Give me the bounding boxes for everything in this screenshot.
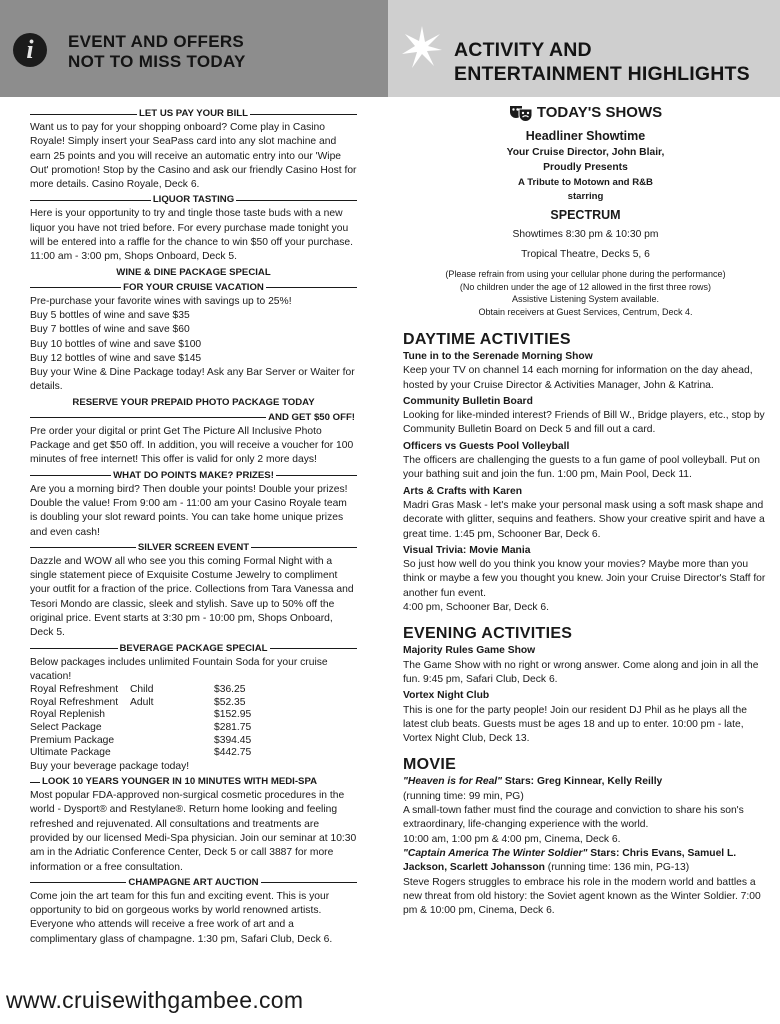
activity-desc: Madri Gras Mask - let's make your personal mask using a soft mask shape and decorate with glitter, sequins and feathers. Show your creative spirit and have a great time. 1:45 pm, Schooner Bar, Deck 6. bbox=[403, 499, 765, 540]
section-heading: WINE & DINE PACKAGE SPECIAL bbox=[116, 266, 271, 278]
left-header bbox=[0, 0, 388, 97]
show-line: Your Cruise Director, John Blair, bbox=[506, 147, 665, 158]
section-body: Come join the art team for this fun and exciting event. This is your opportunity to bid on gorgeous works by world renowned artists. Everyone who attends will receive a free work of art and a complimentary glass of champagne. 1:30 pm, Safari Club, Deck 6. bbox=[30, 890, 333, 945]
film-heading bbox=[403, 775, 768, 789]
section-body: Here is your opportunity to try and tingle those taste buds with a new liquor you have not tried before. For every purchase made tonight you will be entered into a raffle for the chance to win $50 off your purchase. 11:00 am - 3:00 pm, Shops Onboard, Deck 5. bbox=[30, 208, 354, 263]
activity-name: Majority Rules Game Show bbox=[403, 645, 536, 657]
table-row: Ultimate Package $442.75 bbox=[30, 747, 252, 759]
section-body: Buy your beverage package today! bbox=[30, 760, 190, 772]
show-note: (No children under the age of 12 allowed in the first three rows) bbox=[459, 281, 712, 292]
show-line: starring bbox=[567, 191, 604, 202]
right-header-title: ACTIVITY AND ENTERTAINMENT HIGHLIGHTS bbox=[454, 39, 750, 85]
activity-desc: Keep your TV on channel 14 each morning for information on the day ahead, hosted by your Cruise Director & Activities Manager, John & Katrina. bbox=[403, 365, 753, 391]
film-desc: A small-town father must find the courage and conviction to share his son's extraordinary, life-changing experience with the world. bbox=[403, 805, 744, 831]
shows-title: TODAY'S SHOWS bbox=[536, 103, 663, 121]
film-runtime: (running time: 136 min, PG-13) bbox=[544, 862, 690, 874]
left-header-title: EVENT AND OFFERS NOT TO MISS TODAY bbox=[68, 32, 246, 71]
activity-desc: This is one for the party people! Join our resident DJ Phil as he plays all the latest club beats. Guests must be ages 18 and up to enter. 10:00 pm - late, Vortex Night Club, Deck 13. bbox=[403, 704, 747, 745]
film-desc: Steve Rogers struggles to embrace his role in the modern world and battles a new threat from old history: the Soviet agent known as the Winter Soldier. 7:00 pm & 10:00 pm, Cinema, Deck 6. bbox=[403, 876, 761, 917]
list-item: Buy 12 bottles of wine and save $145 bbox=[30, 352, 202, 364]
show-note: Assistive Listening System available. bbox=[511, 294, 660, 304]
table-row: Royal Refreshment Adult $52.35 bbox=[30, 696, 246, 708]
show-note: Obtain receivers at Guest Services, Centrum, Deck 4. bbox=[478, 306, 693, 317]
offers-column bbox=[30, 106, 357, 947]
show-line: A Tribute to Motown and R&B bbox=[517, 177, 653, 188]
movie-title: MOVIE bbox=[403, 756, 457, 774]
activity-name: Tune in to the Serenade Morning Show bbox=[403, 351, 593, 362]
table-row: Royal Replenish $152.95 bbox=[30, 709, 252, 721]
section-heading: LIQUOR TASTING bbox=[30, 193, 357, 207]
section-body: Below packages includes unlimited Fountain Soda for your cruise vacation! bbox=[30, 656, 328, 682]
activity-name: Community Bulletin Board bbox=[403, 395, 533, 407]
section-body: Most popular FDA-approved non-surgical cosmetic procedures in the world - Dysport® and Restylane®. Return home looking and feeling refreshed and rejuvenated. All consultations and treatments are provided by our licensed Medi-Spa physician. Join our seminar at 10:30 am in the Adriatic Conference Center, Deck 5 or call 3887 for more information or a free consultation. bbox=[30, 790, 357, 873]
activity-name: Visual Trivia: Movie Mania bbox=[403, 544, 531, 556]
section-heading: LET US PAY YOUR BILL bbox=[30, 107, 357, 121]
table-row: Select Package $281.75 bbox=[30, 721, 252, 733]
section-heading: LOOK 10 YEARS YOUNGER IN 10 MINUTES WITH MEDI-SPA bbox=[30, 775, 357, 789]
section-body: Pre order your digital or print Get The Picture All Inclusive Photo Package and get $50 off. In addition, you will receive a voucher for 100 minutes of free internet! This offer is valid for only 2 more days! bbox=[30, 425, 354, 466]
theatre-masks-icon bbox=[509, 104, 533, 122]
info-icon: i bbox=[13, 33, 47, 67]
section-body: Want us to pay for your shopping onboard? Come play in Casino Royale! Simply insert your SeaPass card into any slot machine and earn 25 points and you will receive an automatic entry into our 'Wipe Out' promotion! Stop by the Casino and ask our friendly Casino Host for more details. Casino Royale, Deck 6. bbox=[30, 122, 357, 191]
section-body: Pre-purchase your favorite wines with savings up to 25%! bbox=[30, 295, 292, 307]
activity-desc: Looking for like-minded interest? Friends of Bill W., Bridge players, etc., stop by Community Bulletin Board on Deck 5 and fill out a card. bbox=[403, 410, 765, 436]
todays-shows bbox=[403, 104, 768, 318]
section-heading: AND GET $50 OFF! bbox=[30, 411, 357, 425]
list-item: Buy 5 bottles of wine and save $35 bbox=[30, 309, 190, 321]
table-row: Royal Refreshment Child $36.25 bbox=[30, 684, 246, 696]
section-heading: WHAT DO POINTS MAKE? PRIZES! bbox=[30, 469, 357, 483]
film-stars: Stars: Greg Kinnear, Kelly Reilly bbox=[502, 776, 663, 788]
daytime-title: DAYTIME ACTIVITIES bbox=[403, 331, 571, 348]
show-name: SPECTRUM bbox=[550, 208, 621, 222]
section-heading: RESERVE YOUR PREPAID PHOTO PACKAGE TODAY bbox=[72, 396, 315, 408]
list-item: Buy 10 bottles of wine and save $100 bbox=[30, 338, 202, 350]
film-stars: Stars: Chris Evans, Samuel L. Jackson, Scarlett Johansson bbox=[403, 847, 737, 874]
footer-url: www.cruisewithgambee.com bbox=[6, 987, 304, 1013]
film-heading bbox=[403, 847, 768, 876]
activity-name: Arts & Crafts with Karen bbox=[403, 485, 523, 497]
film-title: "Heaven is for Real" bbox=[403, 776, 503, 788]
section-body: Dazzle and WOW all who see you this coming Formal Night with a single statement piece of Exquisite Costume Jewelry to compliment your outfit for a fraction of the price. Collections from Tara Vanessa and Tesori Mondo are classic, sleek and stylish. Save up to 50% off the original price. Event starts at 3:30 pm - 10:00 pm, Shops Onboard, Deck 5. bbox=[30, 555, 354, 639]
section-heading: FOR YOUR CRUISE VACATION bbox=[30, 281, 357, 295]
activities-column bbox=[403, 104, 768, 918]
show-venue: Tropical Theatre, Decks 5, 6 bbox=[521, 249, 650, 260]
headliner-title: Headliner Showtime bbox=[525, 129, 646, 143]
section-body: Are you a morning bird? Then double your points! Double your prizes! Double the value! From 9:00 am - 11:00 am your Casino Royale team is doubling your slot reward points. You can take home unique prizes and even cash! bbox=[30, 483, 348, 538]
list-item: Buy 7 bottles of wine and save $60 bbox=[30, 324, 190, 336]
beverage-price-table bbox=[30, 684, 274, 760]
activity-name: Officers vs Guests Pool Volleyball bbox=[403, 440, 570, 452]
section-heading: BEVERAGE PACKAGE SPECIAL bbox=[30, 642, 357, 656]
section-heading: SILVER SCREEN EVENT bbox=[30, 541, 357, 555]
table-row: Premium Package $394.45 bbox=[30, 734, 252, 746]
activity-desc: The officers are challenging the guests to a fun game of pool volleyball. Put on your bathing suit and join the fun. 1:00 pm, Main Pool, Deck 11. bbox=[403, 455, 760, 481]
activity-time: 4:00 pm, Schooner Bar, Deck 6. bbox=[403, 602, 549, 614]
film-time: 10:00 am, 1:00 pm & 4:00 pm, Cinema, Deck 6. bbox=[403, 833, 621, 845]
section-heading: CHAMPAGNE ART AUCTION bbox=[30, 876, 357, 890]
film-runtime: (running time: 99 min, PG) bbox=[403, 790, 524, 802]
show-note: (Please refrain from using your cellular phone during the performance) bbox=[445, 269, 726, 279]
activity-desc: The Game Show with no right or wrong answer. Come along and join in all the fun. 9:45 pm, Safari Club, Deck 6. bbox=[403, 659, 759, 685]
activity-desc: So just how well do you think you know your movies? Maybe more than you think or maybe a few you thought you knew. Join your Cruise Director's Staff for another fun event. bbox=[403, 559, 766, 599]
show-line: Proudly Presents bbox=[543, 162, 628, 173]
right-header bbox=[388, 0, 780, 97]
starburst-icon bbox=[402, 24, 442, 70]
evening-title: EVENING ACTIVITIES bbox=[403, 625, 573, 643]
showtimes: Showtimes 8:30 pm & 10:30 pm bbox=[512, 229, 659, 240]
section-body: Buy your Wine & Dine Package today! Ask any Bar Server or Waiter for details. bbox=[30, 367, 355, 393]
film-title: "Captain America The Winter Soldier" bbox=[403, 847, 588, 859]
activity-name: Vortex Night Club bbox=[403, 690, 490, 702]
